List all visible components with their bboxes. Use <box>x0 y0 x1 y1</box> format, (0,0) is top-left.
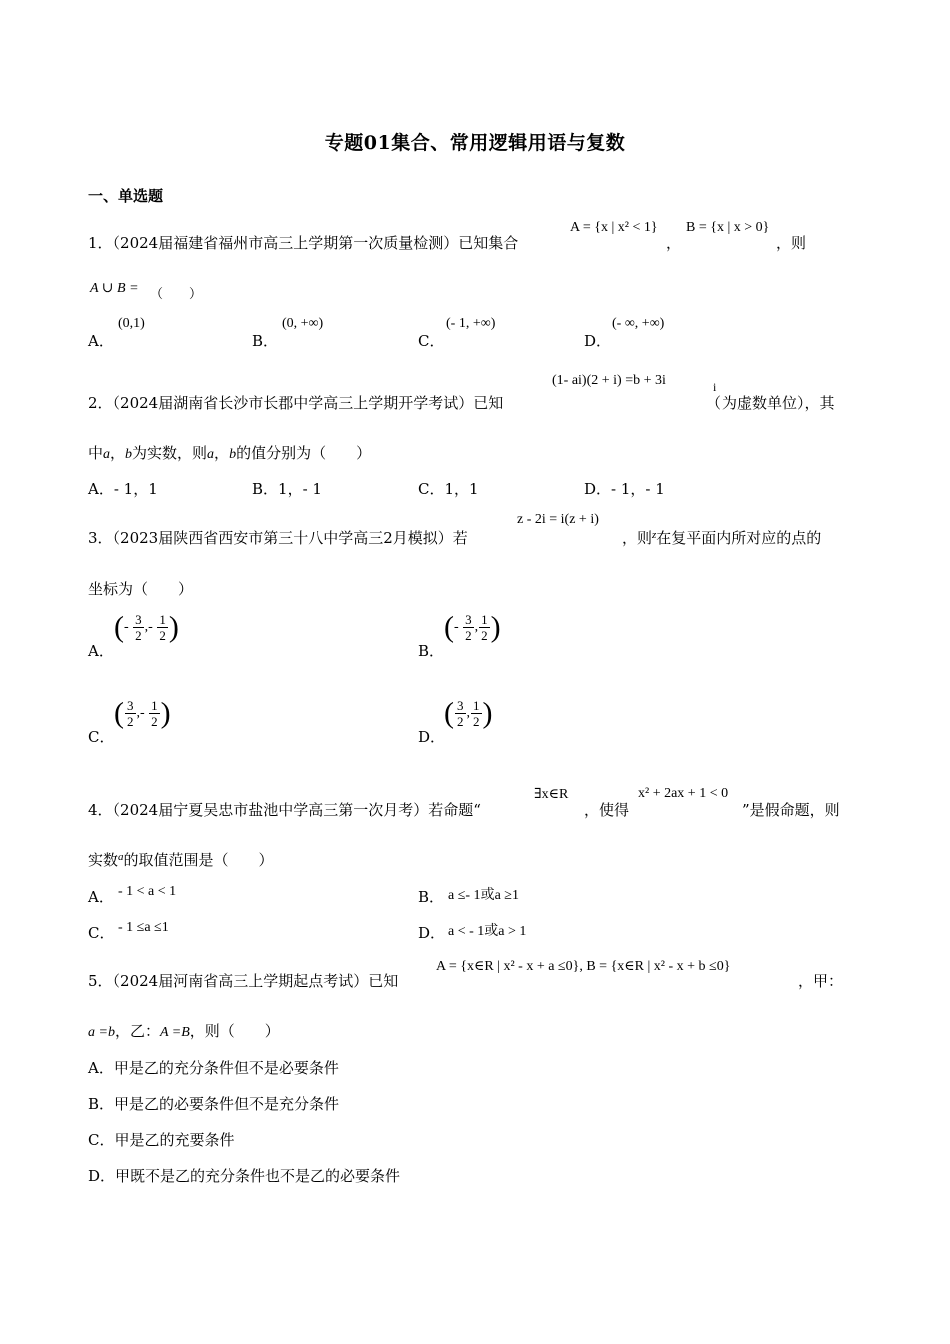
q4-option-b-label: B． <box>418 888 445 906</box>
q1-set-a: A = {x | x² < 1} <box>570 220 658 235</box>
question-source: （2024届河南省高三上学期起点考试）已知 <box>112 972 399 990</box>
q2-option-a: A．- 1，1 <box>88 480 158 498</box>
question-2-line-1 <box>88 392 503 413</box>
question-3-line-2: 坐标为（ ） <box>88 580 194 598</box>
q3-option-b-label: B． <box>418 642 445 660</box>
q3-option-b: (- $\frac{3}{2}$ , $\frac{1}{2}$ ) <box>444 610 501 644</box>
q5-option-c: C．甲是乙的充要条件 <box>88 1131 235 1149</box>
q4-mid: ，使得 <box>584 801 630 819</box>
q3-line-1-end: ，则$^z$在复平面内所对应的点的 <box>622 529 822 547</box>
q4-option-b: a ≤- 1或a ≥1 <box>448 887 519 903</box>
q1-option-a-label: A． <box>88 332 114 350</box>
question-3-line-1 <box>88 527 468 548</box>
q2-option-c: C．1，1 <box>418 480 479 498</box>
document-title: 专题01集合、常用逻辑用语与复数 <box>324 132 626 154</box>
q2-line-1-end: 为虚数单位），其 <box>722 394 835 412</box>
q2-option-d: D．- 1，- 1 <box>584 480 665 498</box>
q2-option-b: B．1，- 1 <box>252 480 322 498</box>
q1-option-d-label: D． <box>584 332 612 350</box>
q3-option-c: ( $\frac{3}{2}$ ,- $\frac{1}{2}$ ) <box>114 696 171 730</box>
q3-equation: z - 2i = i(z + i) <box>517 512 599 527</box>
question-number: 1． <box>88 234 113 252</box>
q2-imag-unit: i <box>713 380 717 394</box>
q1-union: A ∪ B = <box>90 281 139 296</box>
q3-option-d: ( $\frac{3}{2}$ , $\frac{1}{2}$ ) <box>444 696 493 730</box>
q1-option-c: (- 1, +∞) <box>446 316 496 331</box>
q1-option-b-label: B． <box>252 332 279 350</box>
question-4-line-1 <box>88 799 481 820</box>
q4-option-d-label: D． <box>418 924 446 942</box>
q4-option-c-label: C． <box>88 924 115 942</box>
q3-option-a-label: A． <box>88 642 114 660</box>
question-2-line-2: 中a，b为实数，则a，b的值分别为（ ） <box>88 444 372 462</box>
question-number: 4． <box>88 801 113 819</box>
q4-option-c: - 1 ≤a ≤1 <box>118 920 169 935</box>
q1-then: ，则 <box>776 234 807 252</box>
q5-option-a: A．甲是乙的充分条件但不是必要条件 <box>88 1059 339 1077</box>
q4-option-d: a < - 1或a > 1 <box>448 923 527 939</box>
question-1-line-1 <box>88 232 518 253</box>
question-source: （2024届福建省福州市高三上学期第一次质量检测）已知集合 <box>112 234 519 252</box>
question-source: （2024届湖南省长沙市长郡中学高三上学期开学考试）已知 <box>112 394 504 412</box>
question-5-line-2: a =b，乙：A =B，则（ ） <box>88 1022 280 1040</box>
section-heading: 一、单选题 <box>88 187 164 205</box>
question-source: （2024届宁夏吴忠市盐池中学高三第一次月考）若命题“ <box>112 801 481 819</box>
q5-sets: A = {x∈R | x² - x + a ≤0}, B = {x∈R | x² - x + b ≤0} <box>436 959 731 974</box>
q4-inequality: x² + 2ax + 1 < 0 <box>638 786 729 801</box>
q1-option-d: (- ∞, +∞) <box>612 316 665 331</box>
question-number: 5． <box>88 972 113 990</box>
question-4-line-2: 实数$^a$的取值范围是（ ） <box>88 851 274 869</box>
question-number: 2． <box>88 394 113 412</box>
q1-option-b: (0, +∞) <box>282 316 324 331</box>
q1-comma: ， <box>666 234 682 252</box>
question-source: （2023届陕西省西安市第三十八中学高三2月模拟）若 <box>112 529 468 547</box>
q5-option-b: B．甲是乙的必要条件但不是充分条件 <box>88 1095 340 1113</box>
q2-paren: （ <box>706 394 722 412</box>
question-number: 3． <box>88 529 113 547</box>
q3-option-a: (- $\frac{3}{2}$ ,- $\frac{1}{2}$ ) <box>114 610 179 644</box>
q4-line-1-end: ”是假命题，则 <box>742 801 840 819</box>
q4-option-a: - 1 < a < 1 <box>118 884 177 899</box>
q2-equation: (1- ai)(2 + i) =b + 3i <box>552 373 666 388</box>
q5-option-d: D．甲既不是乙的充分条件也不是乙的必要条件 <box>88 1167 401 1185</box>
q1-blank: （ ） <box>150 287 203 302</box>
q3-option-d-label: D． <box>418 728 446 746</box>
q4-option-a-label: A． <box>88 888 114 906</box>
q1-option-a: (0,1) <box>118 316 145 331</box>
q1-option-c-label: C． <box>418 332 445 350</box>
q4-exists: ∃x∈R <box>534 787 569 802</box>
question-5-line-1 <box>88 970 398 991</box>
q3-option-c-label: C． <box>88 728 115 746</box>
q5-line-1-end: ，甲： <box>798 972 844 990</box>
q1-set-b: B = {x | x > 0} <box>686 220 770 235</box>
